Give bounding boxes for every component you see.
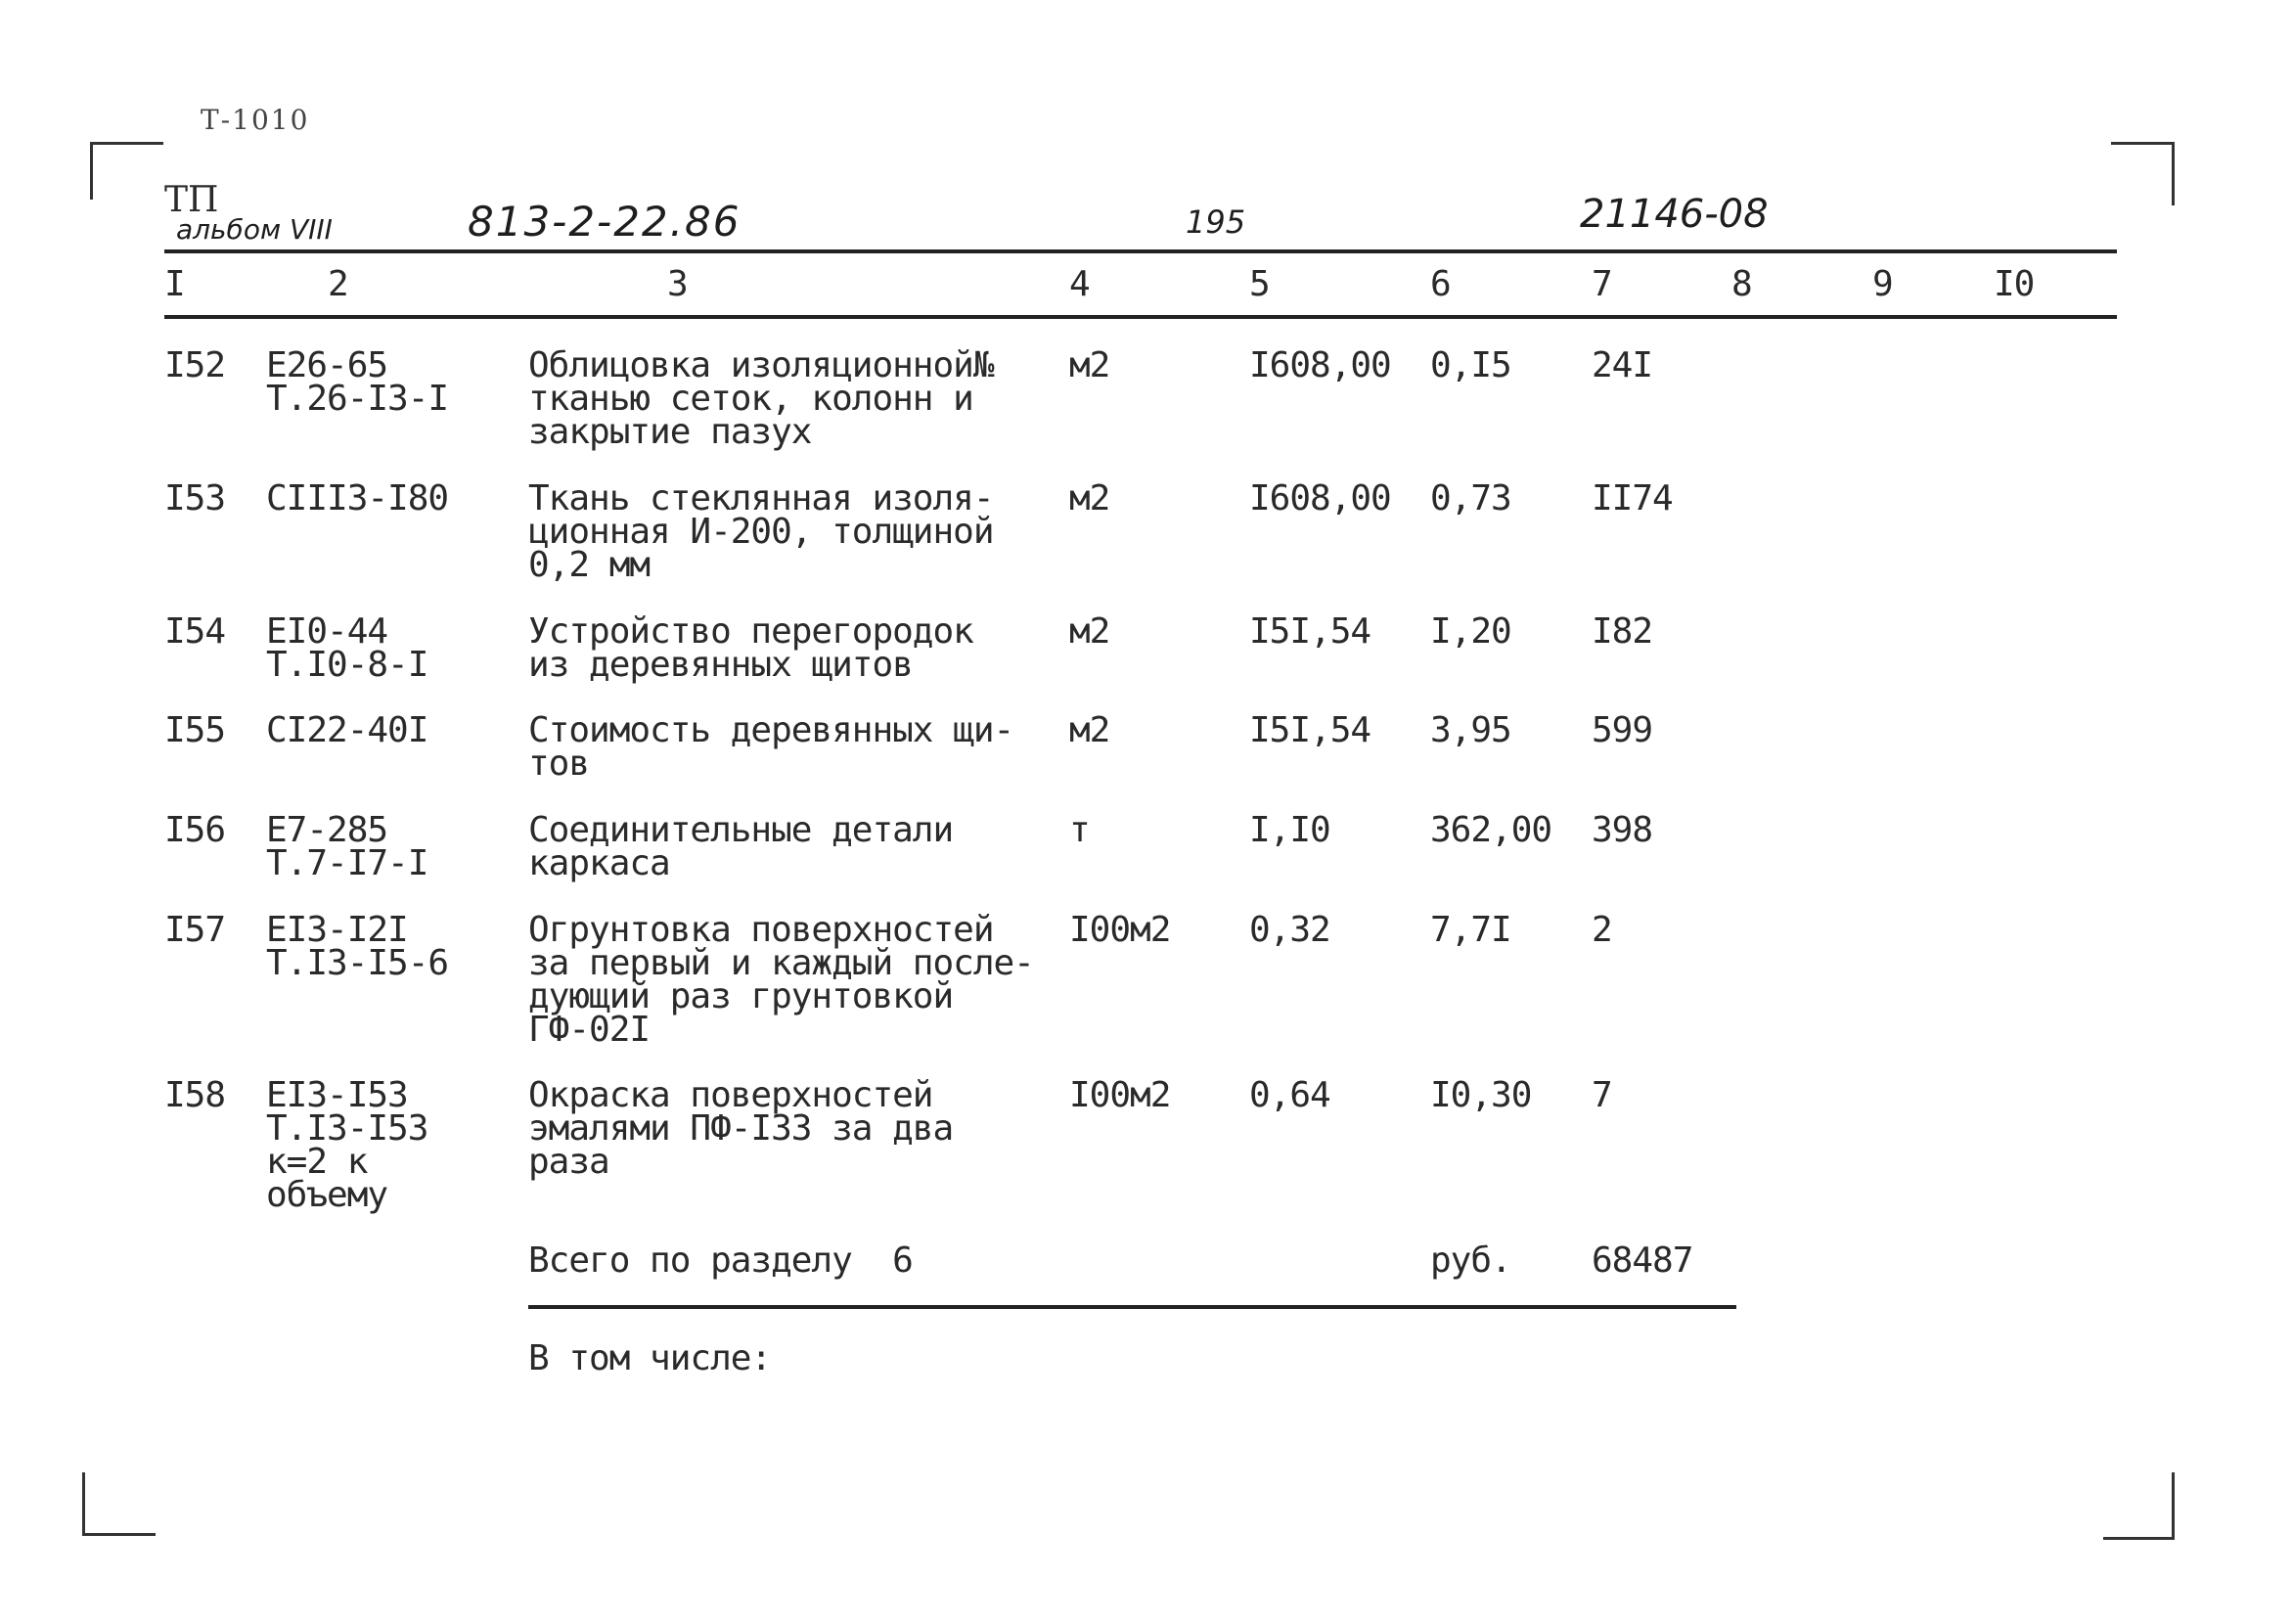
column-header: I	[164, 264, 185, 304]
unit-price: 0,73	[1430, 478, 1511, 519]
norm-code: СIII3-I80	[266, 478, 449, 519]
quantity: I5I,54	[1249, 710, 1371, 750]
unit: т	[1069, 810, 1090, 850]
album-label: альбом VIII	[176, 213, 333, 246]
quantity: I5I,54	[1249, 611, 1371, 652]
unit-price: 362,00	[1430, 810, 1552, 850]
header-bottom-rule	[164, 315, 2117, 319]
row-number: I53	[164, 478, 226, 519]
row-number: I57	[164, 910, 226, 950]
total-cost: 398	[1592, 810, 1653, 850]
norm-code: ЕI3-I2I Т.I3-I5-6	[266, 910, 449, 983]
row-number: I56	[164, 810, 226, 850]
unit-price: 0,I5	[1430, 345, 1511, 385]
header-top-rule	[164, 249, 2117, 253]
norm-code: ЕI3-I53 Т.I3-I53 к=2 к объему	[266, 1075, 428, 1215]
unit-price: 3,95	[1430, 710, 1511, 750]
work-description: Стоимость деревянных щи- тов	[528, 710, 1014, 784]
section-total-currency: руб.	[1430, 1241, 1511, 1281]
work-description: Окраска поверхностей эмалями ПФ-I33 за два раза	[528, 1075, 954, 1182]
column-header: 5	[1249, 264, 1270, 304]
column-header: 3	[667, 264, 688, 304]
norm-code: ЕI0-44 Т.I0-8-I	[266, 611, 428, 685]
section-total-label: Всего по разделу 6	[528, 1241, 913, 1281]
unit: м2	[1069, 345, 1110, 385]
unit: м2	[1069, 478, 1110, 519]
work-description: Облицовка изоляционной№ тканью сеток, колонн и закрытие пазух	[528, 345, 994, 452]
quantity: I,I0	[1249, 810, 1330, 850]
column-header: 2	[328, 264, 348, 304]
norm-code: СI22-40I	[266, 710, 428, 750]
section-total-value: 68487	[1592, 1241, 1693, 1281]
work-description: Соединительные детали каркаса	[528, 810, 954, 883]
unit: м2	[1069, 611, 1110, 652]
column-header: 9	[1872, 264, 1893, 304]
project-number: 813-2-22.86	[468, 198, 742, 246]
total-cost: II74	[1592, 478, 1673, 519]
column-header: 6	[1430, 264, 1451, 304]
total-cost: 24I	[1592, 345, 1653, 385]
total-cost: 7	[1592, 1075, 1612, 1115]
work-description: Устройство перегородок из деревянных щитов	[528, 611, 973, 685]
row-number: I55	[164, 710, 226, 750]
corner-mark-bottom-right	[2103, 1472, 2175, 1540]
total-cost: 599	[1592, 710, 1653, 750]
column-header: 4	[1069, 264, 1090, 304]
including-label: В том числе:	[528, 1338, 772, 1378]
unit-price: I,20	[1430, 611, 1511, 652]
norm-code: Е7-285 Т.7-I7-I	[266, 810, 428, 883]
quantity: 0,32	[1249, 910, 1330, 950]
document-code: 21146-08	[1580, 192, 1769, 237]
work-description: Огрунтовка поверхностей за первый и каждый после- дующий раз грунтовкой ГФ-02I	[528, 910, 1034, 1050]
norm-code: Е26-65 Т.26-I3-I	[266, 345, 449, 419]
total-cost: I82	[1592, 611, 1653, 652]
quantity: I608,00	[1249, 345, 1391, 385]
corner-mark-top-right	[2111, 142, 2175, 205]
corner-mark-bottom-left	[82, 1472, 156, 1536]
total-cost: 2	[1592, 910, 1612, 950]
row-number: I52	[164, 345, 226, 385]
column-header: 7	[1592, 264, 1612, 304]
quantity: I608,00	[1249, 478, 1391, 519]
tp-label: ТП	[164, 180, 219, 220]
unit-price: 7,7I	[1430, 910, 1511, 950]
corner-mark-top-left	[90, 142, 163, 200]
unit: I00м2	[1069, 1075, 1171, 1115]
document-stamp: Т-1010	[201, 104, 310, 136]
unit-price: I0,30	[1430, 1075, 1532, 1115]
row-number: I58	[164, 1075, 226, 1115]
unit: I00м2	[1069, 910, 1171, 950]
column-header: I0	[1994, 264, 2035, 304]
unit: м2	[1069, 710, 1110, 750]
page-number: 195	[1186, 203, 1246, 241]
quantity: 0,64	[1249, 1075, 1330, 1115]
column-header: 8	[1731, 264, 1752, 304]
row-number: I54	[164, 611, 226, 652]
summary-rule	[528, 1305, 1736, 1309]
work-description: Ткань стеклянная изоля- ционная И-200, толщиной 0,2 мм	[528, 478, 994, 585]
